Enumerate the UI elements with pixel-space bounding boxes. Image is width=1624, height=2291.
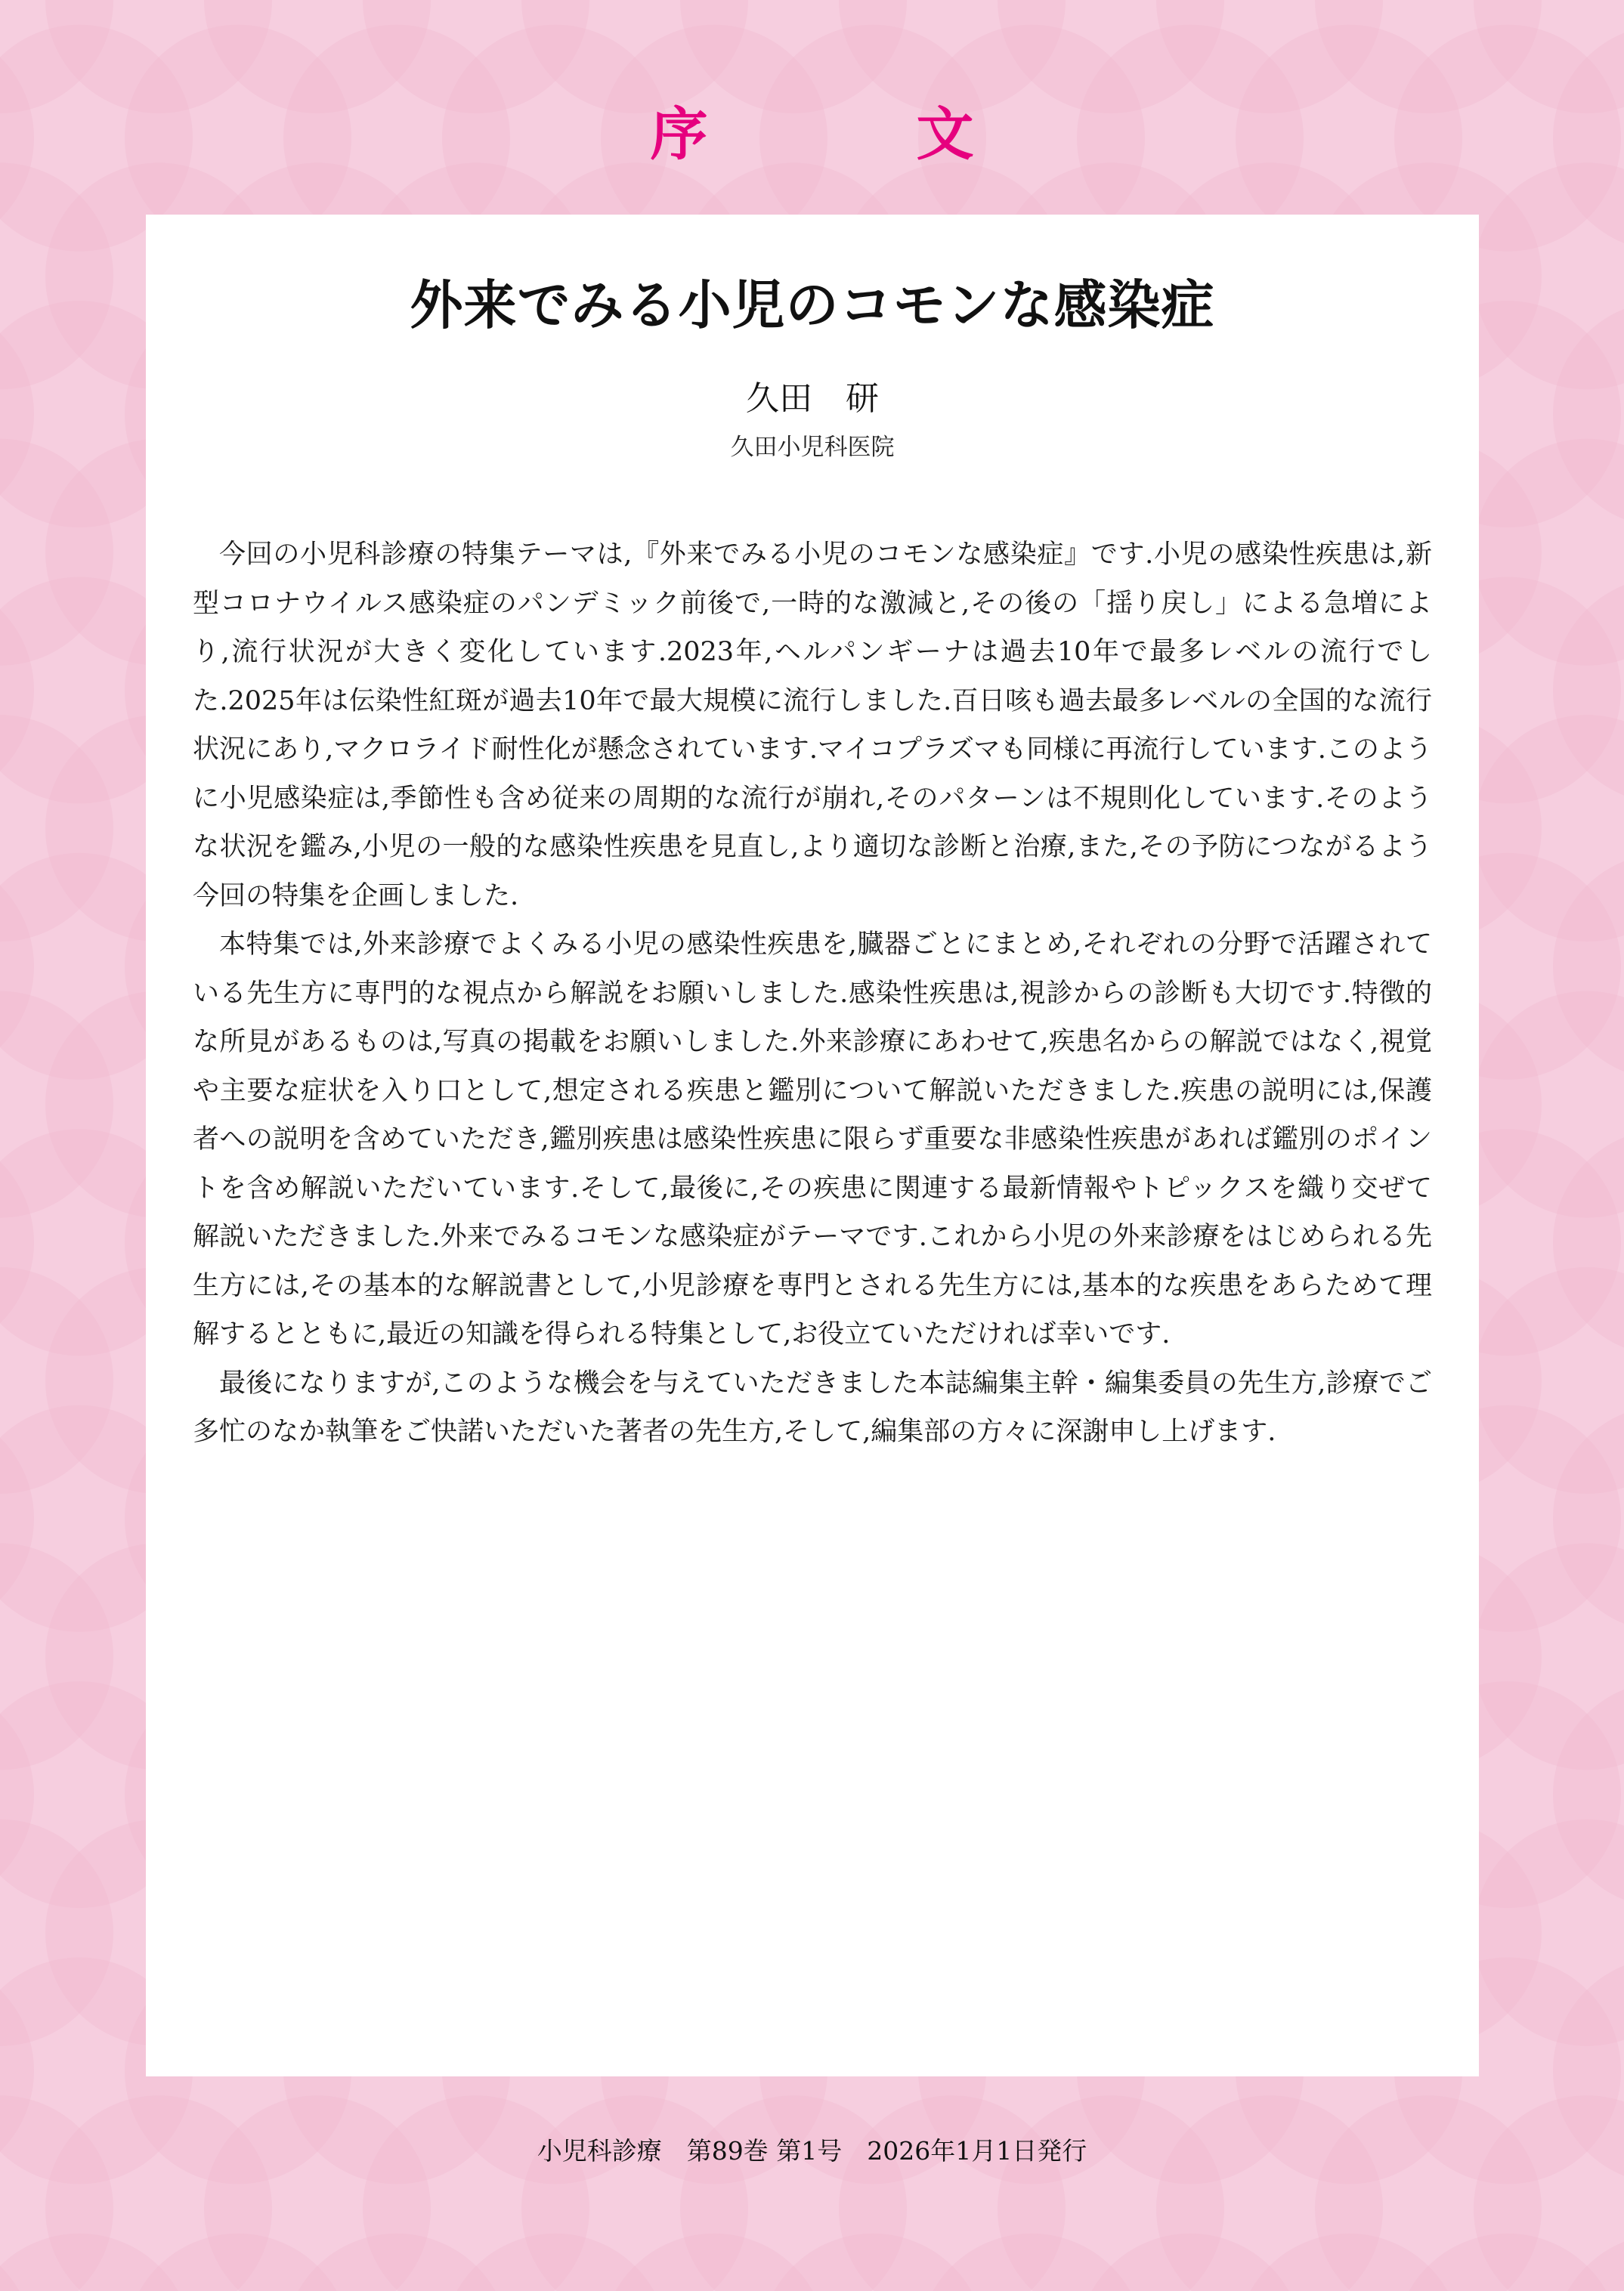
article-panel: [146, 215, 1479, 2076]
publication-footer: 小児科診療 第89巻 第1号 2026年1月1日発行: [537, 2136, 1087, 2166]
body-paragraph-2: 本特集では,外来診療でよくみる小児の感染性疾患を,臓器ごとにまとめ,それぞれの分野で活躍されている先生方に専門的な視点から解説をお願いしました.感染性疾患は,視診からの診断も大切です.特徴的な所見があるものは,写真の掲載をお願いしました.外来診療にあわせて,疾患名からの解説ではなく,視覚や主要な症状を入り口として,想定される疾患と鑑別について解説いただきました.疾患の説明には,保護者への説明を含めていただき,鑑別疾患は感染性疾患に限らず重要な非感染性疾患があれば鑑別のポイントを含め解説いただいています.そして,最後に,その疾患に関連する最新情報やトピックスを織り交ぜて解説いただきました.外来でみるコモンな感染症がテーマです.これから小児の外来診療をはじめられる先生方には,その基本的な解説書として,小児診療を専門とされる先生方には,基本的な疾患をあらためて理解するとともに,最近の知識を得られる特集として,お役立ていただければ幸いです.: [193, 929, 1432, 1350]
article-body: [193, 530, 1432, 1457]
body-paragraph-1: 今回の小児科診療の特集テーマは,『外来でみる小児のコモンな感染症』です.小児の感染性疾患は,新型コロナウイルス感染症のパンデミック前後で,一時的な激減と,その後の「揺り戻し」による急増により,流行状況が大きく変化しています.2023年,ヘルパンギーナは過去10年で最多レベルの流行でした.2025年は伝染性紅斑が過去10年で最大規模に流行しました.百日咳も過去最多レベルの全国的な流行状況にあり,マクロライド耐性化が懸念されています.マイコプラズマも同様に再流行しています.このように小児感染症は,季節性も含め従来の周期的な流行が崩れ,そのパターンは不規則化しています.そのような状況を鑑み,小児の一般的な感染性疾患を見直し,より適切な診断と治療,また,その予防につながるよう今回の特集を企画しました.: [193, 540, 1432, 911]
author-affiliation: 久田小児科医院: [730, 434, 895, 461]
author-name: 久田 研: [746, 379, 879, 418]
body-paragraph-3: 最後になりますが,このような機会を与えていただきました本誌編集主幹・編集委員の先生方,診療でご多忙のなか執筆をご快諾いただいた著者の先生方,そして,編集部の方々に深謝申し上げます.: [193, 1368, 1432, 1447]
section-heading: 序 文: [650, 100, 1050, 168]
article-title: 外来でみる小児のコモンな感染症: [410, 274, 1215, 336]
